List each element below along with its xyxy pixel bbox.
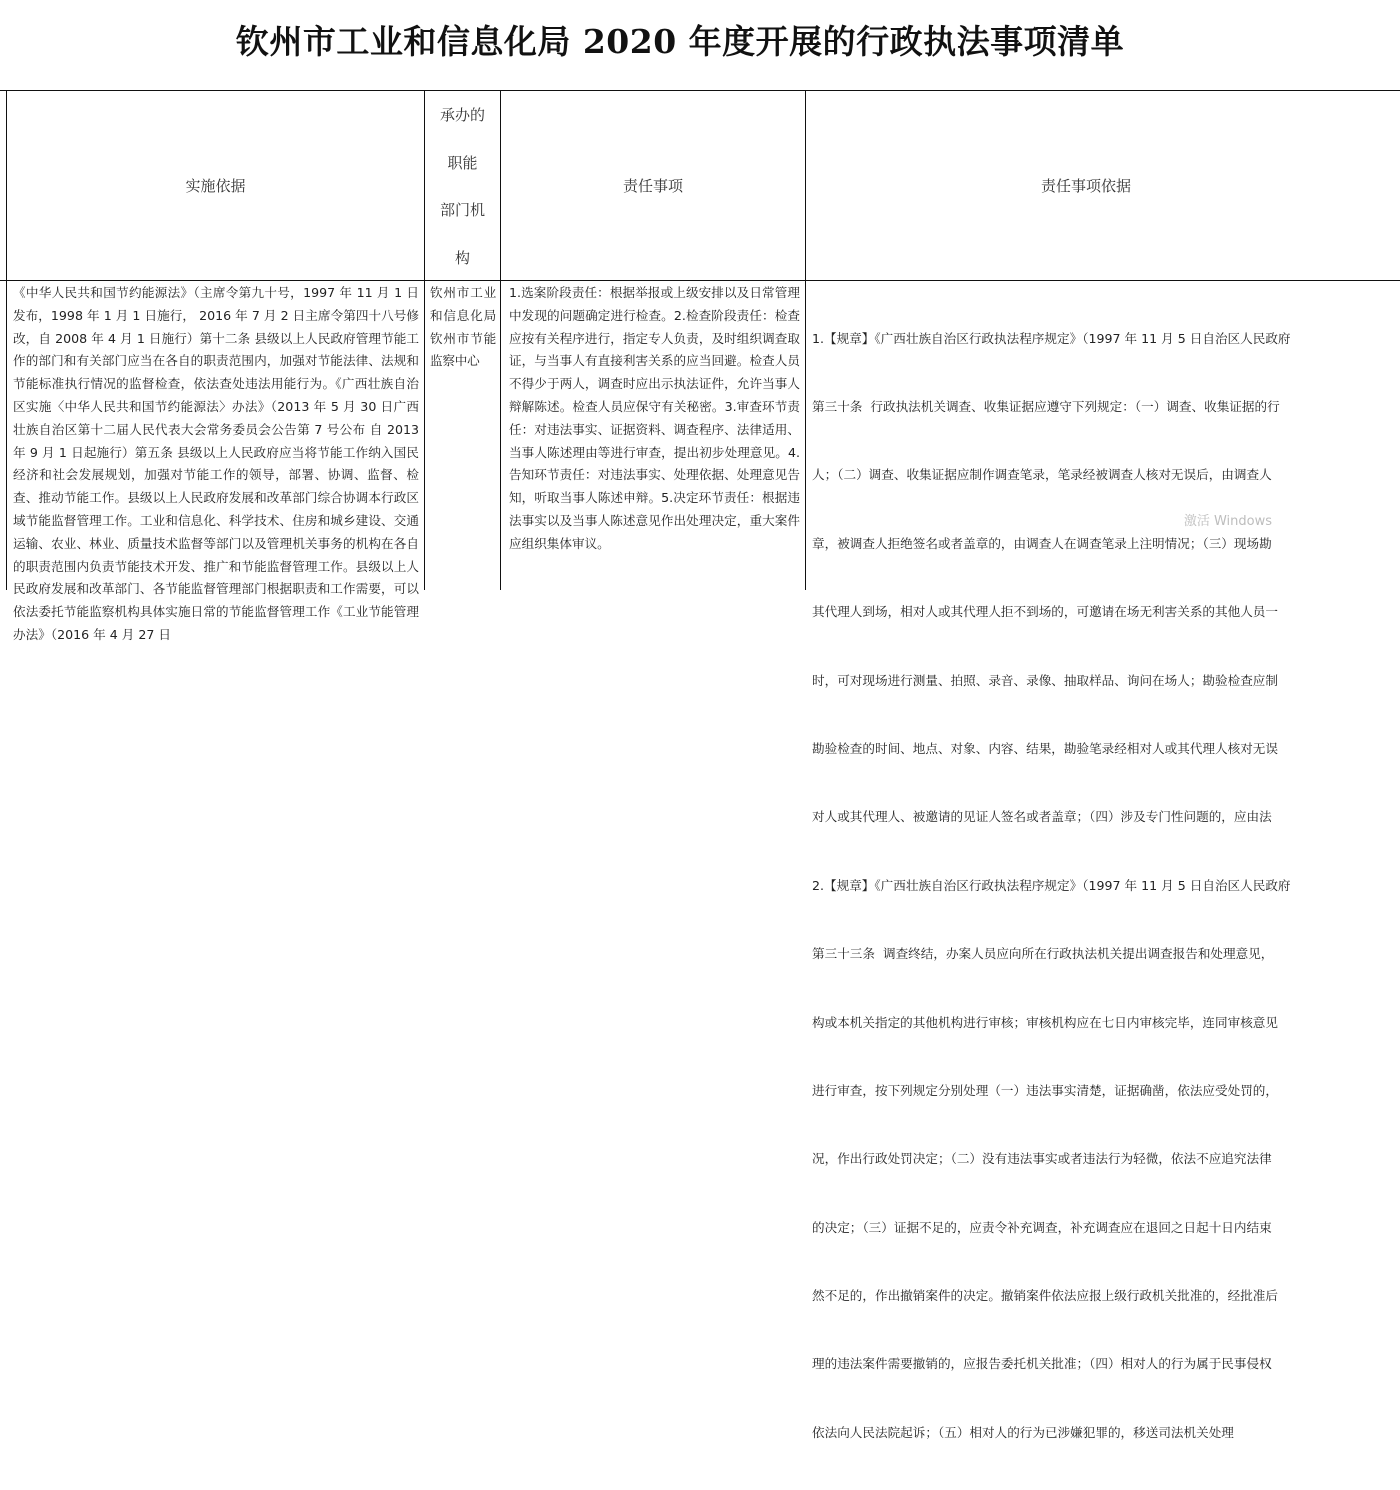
duty-basis-line: 人；（二）调查、收集证据应制作调查笔录，笔录经被调查人核对无误后，由调查人	[812, 467, 1272, 483]
duty-basis-line: 第三十三条 调查终结，办案人员应向所在行政执法机关提出调查报告和处理意见，	[812, 946, 1274, 962]
header-duty-basis: 责任事项依据	[1040, 177, 1131, 195]
duty-basis-line: 然不足的，作出撤销案件的决定。撤销案件依法应报上级行政机关批准的，经批准后	[812, 1288, 1278, 1304]
cell-basis: 《中华人民共和国节约能源法》（主席令第九十号，1997 年 11 月 1 日发布，1998 年 1 月 1 日施行， 2016 年 7 月 2 日主席令第四十八号修改，自 2008 年 4 月 1 日施行）第十二条 县级以上人民政府管理节能工作的部门和有关部门应当在各自的职责范围内，加强对节能法律、法规和节能标准执行情况的监督检查，依法查处违法用能行为。《广西壮族自治区实施〈中华人民共和国节约能源法〉办法》（2013 年 5 月 30 日广西壮族自治区第十二届人民代表大会常务委员会公告第 7 号公布 自 2013 年 9 月 1 日起施行）第五条 县级以上人民政府应当将节能工作纳入国民经济和社会发展规划，加强对节能工作的领导，部署、协调、监督、检查、推动节能工作。县级以上人民政府发展和改革部门综合协调本行政区域节能监督管理工作。工业和信息化、科学技术、住房和城乡建设、交通运输、农业、林业、质量技术监督等部门以及管理机关事务的机构在各自的职责范围内负责节能技术开发、推广和节能监督管理工作。县级以上人民政府发展和改革部门、各节能监督管理部门根据职责和工作需要，可以依法委托节能监察机构具体实施日常的节能监督管理工作《工业节能管理办法》（2016 年 4 月 27 日	[13, 285, 419, 642]
activation-watermark: 激活 Windows	[1183, 514, 1272, 529]
duty-basis-line: 勘验检查的时间、地点、对象、内容、结果，勘验笔录经相对人或其代理人核对无误	[812, 740, 1278, 756]
header-department-line: 构	[454, 248, 470, 267]
duty-basis-line: 依法向人民法院起诉；（五）相对人的行为已涉嫌犯罪的，移送司法机关处理	[812, 1424, 1234, 1440]
duty-basis-line: 对人或其代理人、被邀请的见证人签名或者盖章；（四）涉及专门性问题的，应由法	[812, 809, 1272, 825]
duty-basis-line: 况，作出行政处罚决定；（二）没有违法事实或者违法行为轻微，依法不应追究法律	[812, 1151, 1272, 1167]
cell-duty: 1.选案阶段责任：根据举报或上级安排以及日常管理中发现的问题确定进行检查。2.检查阶段责任：检查应按有关程序进行，指定专人负责，及时组织调查取证，与当事人有直接利害关系的应当回避。检查人员不得少于两人，调查时应出示执法证件，允许当事人辩解陈述。检查人员应保守有关秘密。3.审查环节责任：对违法事实、证据资料、调查程序、法律适用、当事人陈述理由等进行审查，提出初步处理意见。4.告知环节责任：对违法事实、处理依据、处理意见告知，听取当事人陈述申辩。5.决定环节责任：根据违法事实以及当事人陈述意见作出处理决定，重大案件应组织集体审议。	[509, 285, 800, 551]
duty-basis-line: 第三十条 行政执法机关调查、收集证据应遵守下列规定：（一）调查、收集证据的行	[812, 398, 1280, 414]
header-department-line: 部门机	[439, 201, 485, 219]
cell-department: 钦州市工业和信息化局 钦州市节能监察中心	[430, 285, 496, 369]
cell-duty-basis	[812, 281, 1332, 1440]
header-basis: 实施依据	[185, 177, 246, 195]
duty-basis-line: 进行审查，按下列规定分别处理（一）违法事实清楚，证据确凿，依法应受处罚的，	[812, 1082, 1278, 1098]
duty-basis-line: 1.【规章】《广西壮族自治区行政执法程序规定》（1997 年 11 月 5 日自治区人民政府	[812, 330, 1291, 346]
header-duty: 责任事项	[622, 177, 683, 195]
document-title: 钦州市工业和信息化局 2020 年度开展的行政执法事项清单	[235, 22, 1125, 61]
header-department	[425, 91, 500, 280]
header-department-line: 职能	[447, 153, 478, 172]
duty-basis-line: 2.【规章】《广西壮族自治区行政执法程序规定》（1997 年 11 月 5 日自治区人民政府	[812, 877, 1291, 893]
duty-basis-line: 其代理人到场，相对人或其代理人拒不到场的，可邀请在场无利害关系的其他人员一	[812, 604, 1278, 620]
duty-basis-line: 时，可对现场进行测量、拍照、录音、录像、抽取样品、询问在场人；勘验检查应制	[812, 672, 1278, 688]
duty-basis-line: 章，被调查人拒绝签名或者盖章的，由调查人在调查笔录上注明情况；（三）现场勘	[812, 535, 1272, 551]
duty-basis-line: 的决定；（三）证据不足的，应责令补充调查，补充调查应在退回之日起十日内结束	[812, 1219, 1272, 1235]
header-department-line: 承办的	[439, 106, 485, 124]
duty-basis-line: 理的违法案件需要撤销的，应报告委托机关批准；（四）相对人的行为属于民事侵权	[812, 1356, 1272, 1372]
duty-basis-line: 构或本机关指定的其他机构进行审核；审核机构应在七日内审核完毕，连同审核意见	[812, 1014, 1278, 1030]
